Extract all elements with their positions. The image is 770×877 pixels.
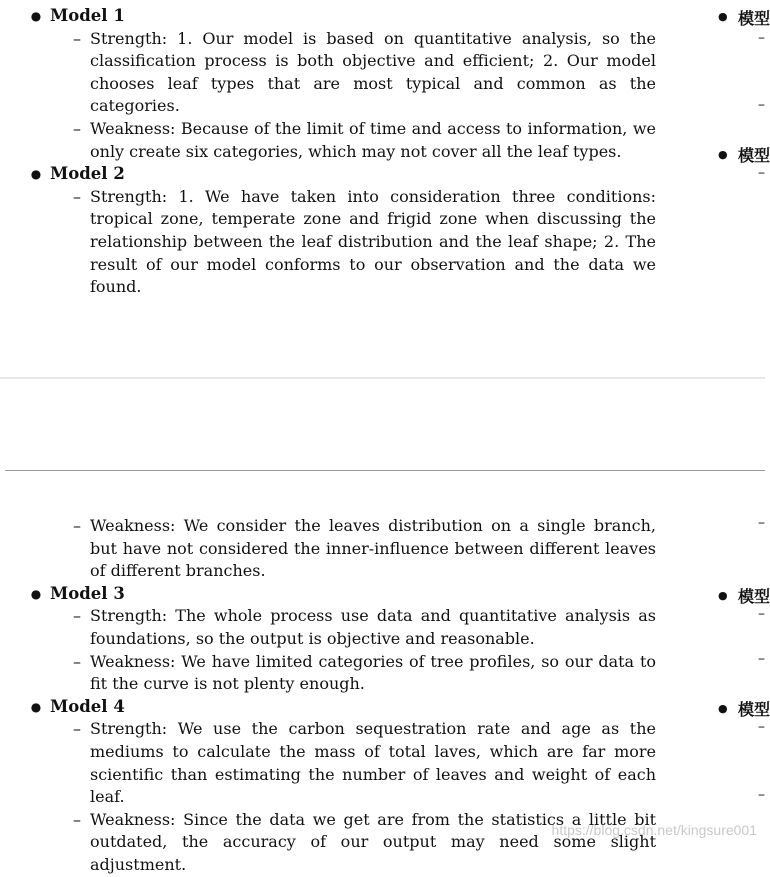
- bullet-icon: ●: [30, 699, 42, 714]
- right-column-clipped: [715, 0, 770, 851]
- bullet-icon: ●: [718, 702, 728, 715]
- item-text: Strength: 1. We have taken into consideration three conditions: tropical zone, temperate zone and frigid zone when discussing the relationship between the leaf distribution and the leaf shape; 2. The result of our model conforms to our observation and the data we found.: [90, 186, 656, 297]
- right-model-label: 模型: [738, 146, 770, 165]
- item-text: Weakness: We consider the leaves distribution on a single branch, but have not considered the inner-influence between different leaves of different branches.: [90, 516, 656, 581]
- dash-icon: –: [758, 787, 765, 803]
- model-title: Model 3: [50, 583, 125, 603]
- dash-icon: –: [73, 186, 81, 206]
- dash-icon: –: [73, 651, 81, 671]
- model-title: Model 1: [50, 6, 125, 25]
- bullet-icon: ●: [718, 589, 728, 602]
- upper-section: [30, 5, 656, 299]
- dash-icon: –: [758, 30, 765, 46]
- model-3-block: [30, 583, 656, 696]
- item-text: Weakness: We have limited categories of tree profiles, so our data to fit the curve is not plenty enough.: [90, 651, 656, 694]
- item-text: Strength: The whole process use data and quantitative analysis as foundations, so the output is objective and reasonable.: [90, 606, 656, 648]
- list-item: [30, 28, 656, 118]
- watermark-url: https://blog.csdn.net/kingsure001: [551, 822, 757, 838]
- model-title: Model 2: [50, 164, 125, 184]
- bullet-icon: ●: [30, 167, 42, 182]
- right-model-label: 模型: [738, 587, 770, 606]
- dash-icon: –: [758, 606, 765, 622]
- dash-icon: –: [73, 809, 81, 829]
- dash-icon: –: [758, 651, 765, 667]
- model-4-block: [30, 696, 656, 877]
- list-item: [30, 718, 656, 808]
- item-text: Strength: 1. Our model is based on quantitative analysis, so the classification process is both objective and efficient; 2. Our model chooses leaf types that are most typical and common as the categories.: [90, 28, 656, 116]
- item-text: Strength: We use the carbon sequestration rate and age as the mediums to calculate the mass of total laves, which are far more scientific than estimating the number of leaves and weight of each leaf.: [90, 719, 656, 807]
- model-2-block: [30, 163, 656, 299]
- bullet-icon: ●: [30, 9, 42, 23]
- bullet-icon: ●: [30, 586, 42, 601]
- bullet-icon: ●: [718, 148, 728, 161]
- dash-icon: –: [73, 719, 81, 739]
- page-break-line: [5, 470, 765, 471]
- item-text: Weakness: Since the data we get are from the statistics a little bit outdated, the accuracy of our output may need some slight adjustment.: [90, 809, 656, 874]
- dash-icon: –: [758, 515, 765, 531]
- right-model-label: 模型: [738, 700, 770, 719]
- list-item: [30, 605, 656, 650]
- list-item: [30, 651, 656, 696]
- dash-icon: –: [758, 719, 765, 735]
- dash-icon: –: [758, 165, 765, 181]
- dash-icon: –: [73, 28, 81, 48]
- dash-icon: –: [73, 118, 81, 138]
- model-1-block: [30, 5, 656, 163]
- page-gap-divider: [0, 377, 765, 379]
- dash-icon: –: [758, 97, 765, 113]
- right-model-label: 模型: [738, 9, 770, 28]
- dash-icon: –: [73, 606, 81, 626]
- list-item: [30, 186, 656, 299]
- list-item: [30, 515, 656, 583]
- bullet-icon: ●: [718, 10, 728, 23]
- item-text: Weakness: Because of the limit of time and access to information, we only create six categories, which may not cover all the leaf types.: [90, 118, 656, 161]
- list-item: [30, 809, 656, 877]
- list-item: [30, 118, 656, 163]
- model-title: Model 4: [50, 696, 125, 716]
- dash-icon: –: [73, 516, 81, 535]
